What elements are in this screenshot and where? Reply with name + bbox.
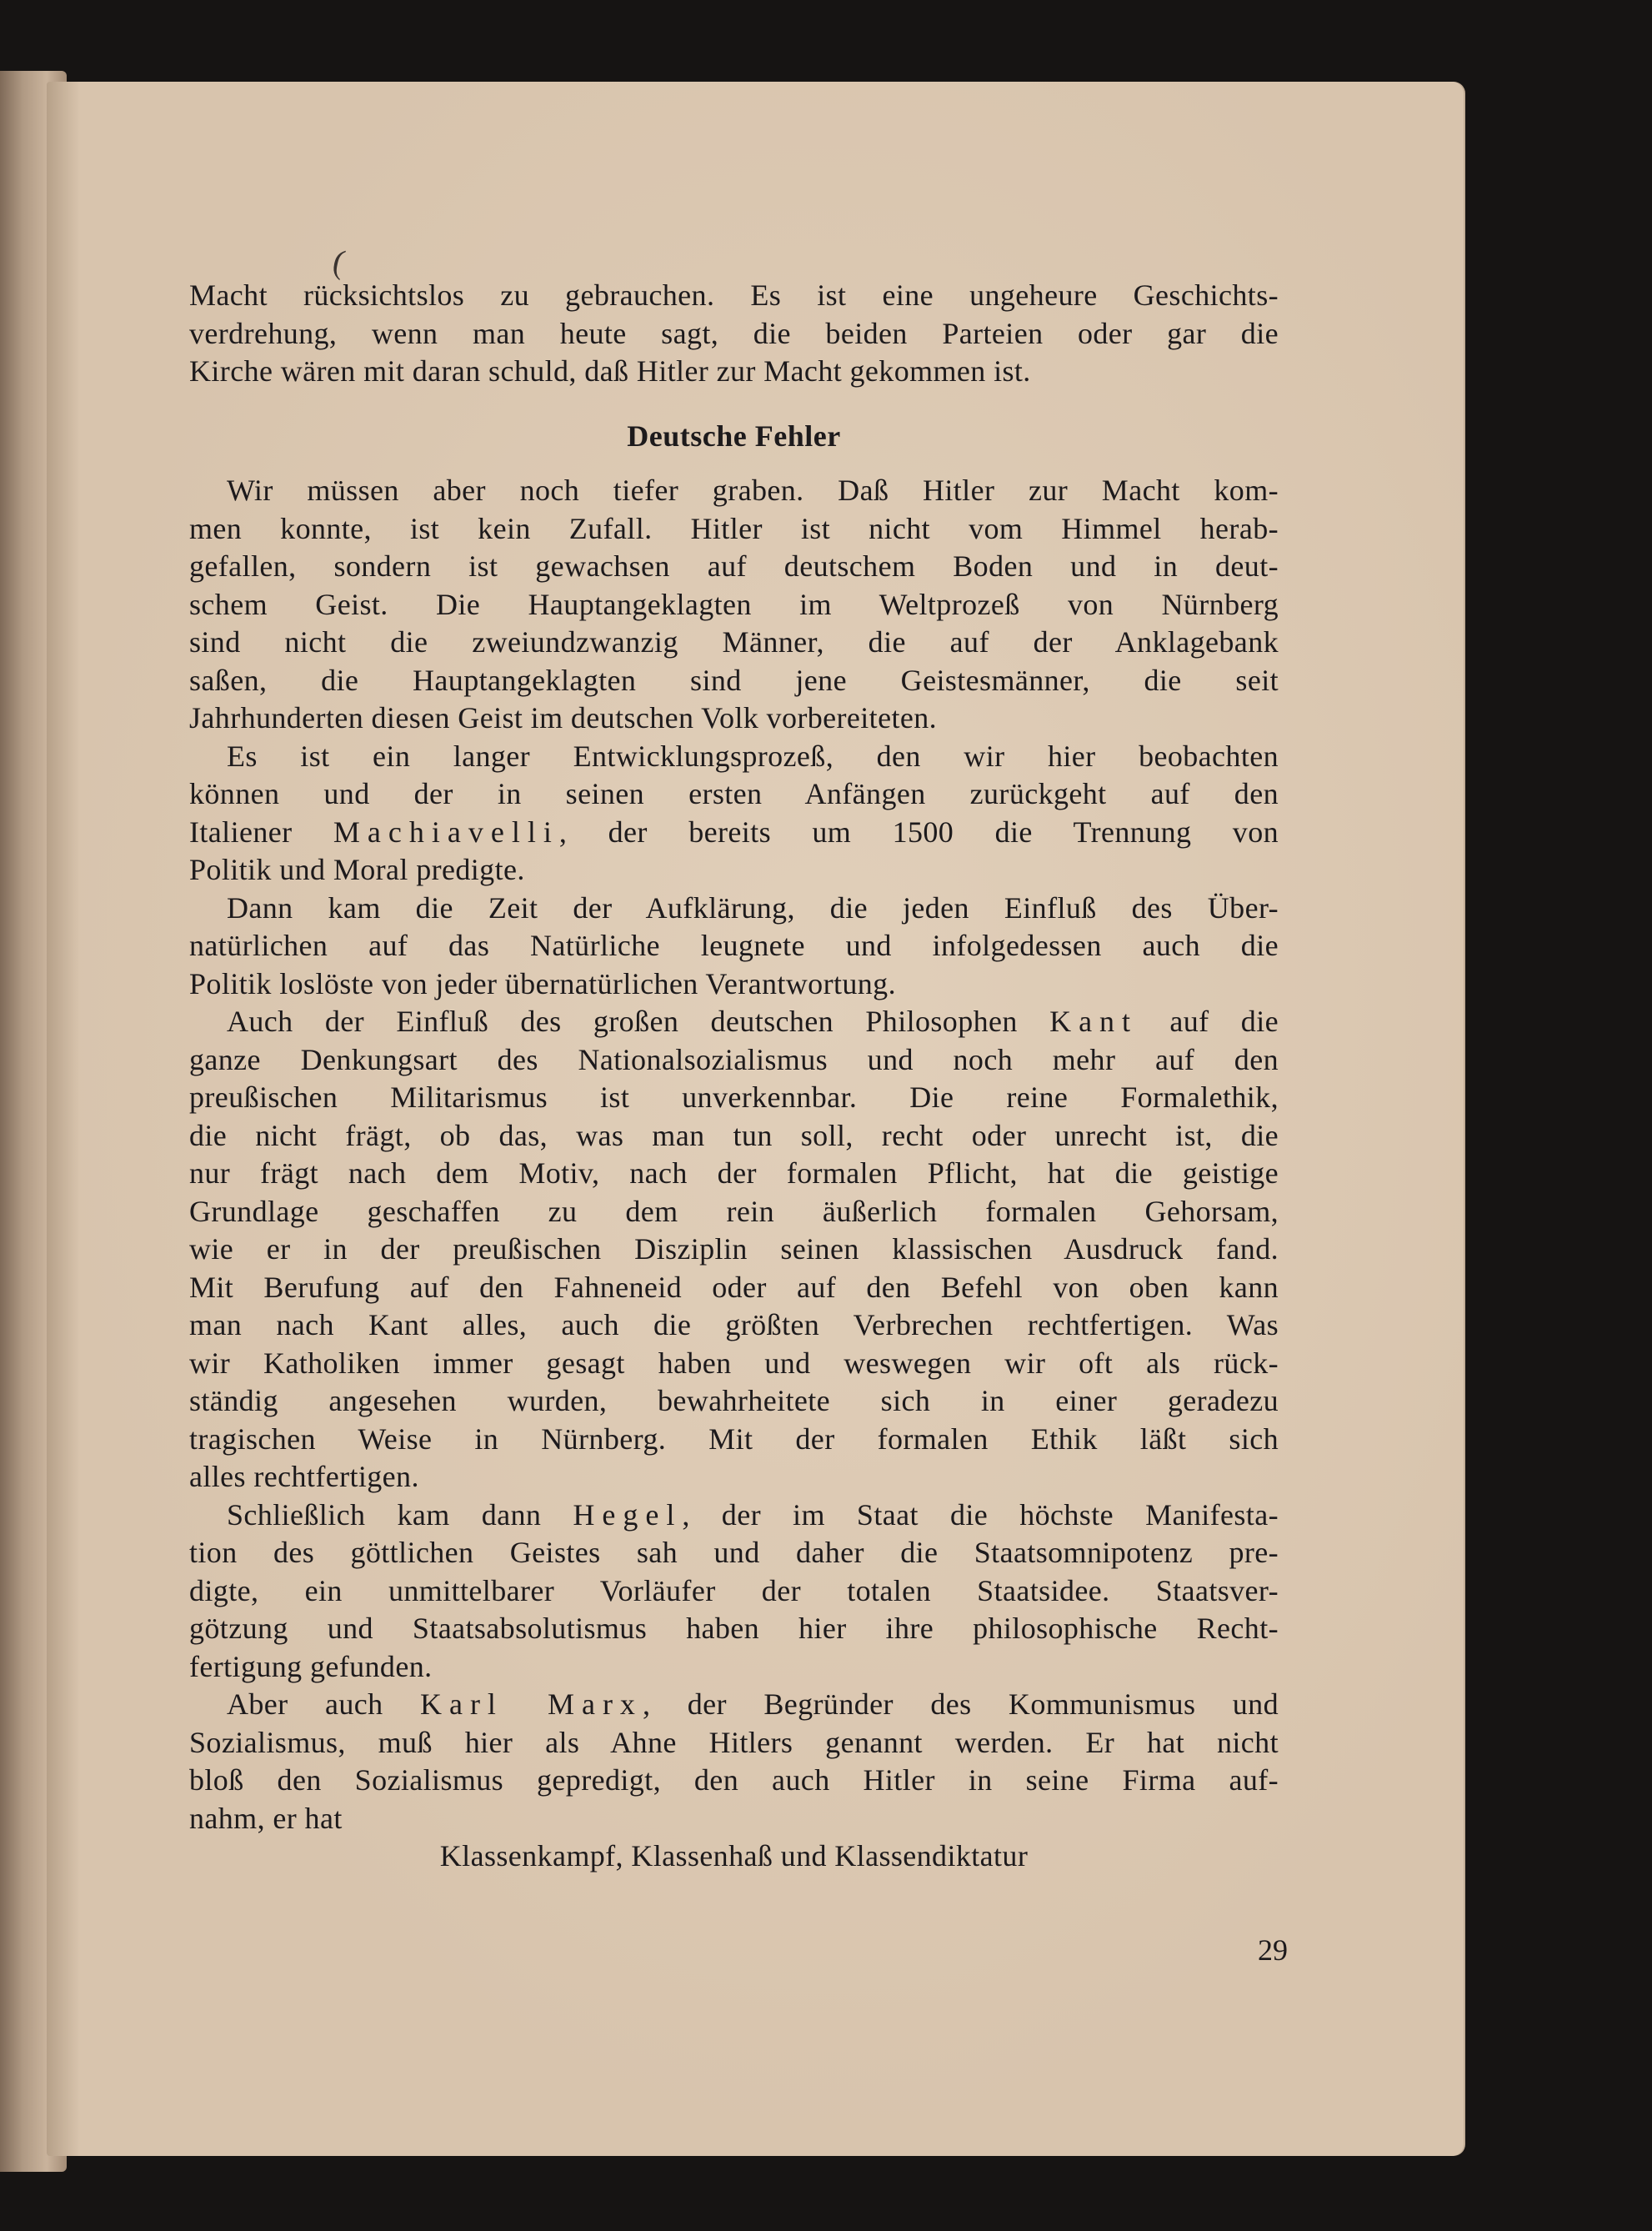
closing-line: Klassenkampf, Klassenhaß und Klassendiktatur [439, 1839, 1029, 1873]
section-heading: Deutsche Fehler [627, 419, 841, 453]
p1-line-7: Jahrhunderten diesen Geist im deutschen Volk vorbereiteten. [189, 701, 938, 734]
p4-line-13: alles rechtfertigen. [189, 1460, 419, 1493]
p6-line-1: Aber auch Karl Marx, der Begründer des Kommunismus und [227, 1687, 1279, 1721]
p6-line-3: bloß den Sozialismus gepredigt, den auch Hitler in seine Firma auf- [189, 1763, 1279, 1797]
page-number: 29 [1258, 1933, 1288, 1967]
p2-line-4: Politik und Moral predigte. [189, 853, 525, 886]
p5-line-1: Schließlich kam dann Hegel, der im Staat die höchste Manifesta- [227, 1497, 1279, 1532]
intro-line-2: verdrehung, wenn man heute sagt, die beiden Parteien oder gar die [189, 316, 1279, 350]
intro-line-3: Kirche wären mit daran schuld, daß Hitler zur Macht gekommen ist. [189, 354, 1031, 388]
p4-line-4: die nicht frägt, ob das, was man tun soll, recht oder unrecht ist, die [189, 1118, 1279, 1152]
p4-line-9: man nach Kant alles, auch die größten Verbrechen rechtfertigen. Was [189, 1308, 1279, 1341]
p1-line-3: gefallen, sondern ist gewachsen auf deutschem Boden und in deut- [189, 549, 1279, 583]
p1-line-5: sind nicht die zweiundzwanzig Männer, die auf der Anklagebank [189, 625, 1279, 659]
name-karl-marx: Karl Marx [419, 1687, 643, 1721]
p4-line-5: nur frägt nach dem Motiv, nach der formalen Pflicht, hat die geistige [189, 1156, 1279, 1190]
page-text [189, 277, 1279, 1876]
p1-line-2: men konnte, ist kein Zufall. Hitler ist nicht vom Himmel herab- [189, 511, 1279, 545]
name-kant: Kant [1049, 1005, 1139, 1038]
p5-line-5: fertigung gefunden. [189, 1649, 433, 1683]
name-hegel: Hegel [573, 1497, 683, 1532]
name-machiavelli: Machiavelli [333, 815, 559, 849]
p3-line-3: Politik loslöste von jeder übernatürlichen Verantwortung. [189, 966, 896, 1000]
intro-line-1: Macht rücksichtslos zu gebrauchen. Es ist eine ungeheure Geschichts- [189, 278, 1279, 312]
p1-line-6: saßen, die Hauptangeklagten sind jene Geistesmänner, die seit [189, 663, 1279, 697]
p4-line-8: Mit Berufung auf den Fahneneid oder auf den Befehl von oben kann [189, 1270, 1279, 1304]
p4-line-6: Grundlage geschaffen zu dem rein äußerlich formalen Gehorsam, [189, 1194, 1279, 1228]
p5-line-3: digte, ein unmittelbarer Vorläufer der totalen Staatsidee. Staatsver- [189, 1573, 1279, 1607]
p3-line-2: natürlichen auf das Natürliche leugnete und infolgedessen auch die [189, 929, 1279, 962]
p4-line-12: tragischen Weise in Nürnberg. Mit der formalen Ethik läßt sich [189, 1421, 1279, 1456]
p2-line-1: Es ist ein langer Entwicklungsprozeß, den wir hier beobachten [227, 739, 1279, 773]
p4-line-3: preußischen Militarismus ist unverkennbar. Die reine Formalethik, [189, 1080, 1279, 1114]
p2-line-2: können und der in seinen ersten Anfängen zurückgeht auf den [189, 777, 1279, 810]
p1-line-1: Wir müssen aber noch tiefer graben. Daß Hitler zur Macht kom- [227, 474, 1279, 507]
p5-line-2: tion des göttlichen Geistes sah und daher die Staatsomnipotenz pre- [189, 1536, 1279, 1569]
p4-line-7: wie er in der preußischen Disziplin seinen klassischen Ausdruck fand. [189, 1232, 1279, 1266]
p5-line-4: götzung und Staatsabsolutismus haben hier ihre philosophische Recht- [189, 1612, 1279, 1645]
p6-line-4: nahm, er hat [189, 1801, 343, 1835]
p4-line-11: ständig angesehen wurden, bewahrheitete sich in einer geradezu [189, 1384, 1279, 1417]
p6-line-2: Sozialismus, muß hier als Ahne Hitlers genannt werden. Er hat nicht [189, 1725, 1279, 1759]
p4-line-10: wir Katholiken immer gesagt haben und weswegen wir oft als rück- [189, 1346, 1279, 1380]
p2-line-3: Italiener Machiavelli, der bereits um 1500 die Trennung von [189, 815, 1279, 849]
p1-line-4: schem Geist. Die Hauptangeklagten im Weltprozeß von Nürnberg [189, 587, 1279, 621]
p4-line-1: Auch der Einfluß des großen deutschen Philosophen Kant auf die [227, 1005, 1279, 1038]
p4-line-2: ganze Denkungsart des Nationalsozialismus und noch mehr auf den [189, 1042, 1279, 1076]
pencil-mark: ( [329, 242, 348, 281]
p3-line-1: Dann kam die Zeit der Aufklärung, die jeden Einfluß des Über- [227, 890, 1279, 925]
